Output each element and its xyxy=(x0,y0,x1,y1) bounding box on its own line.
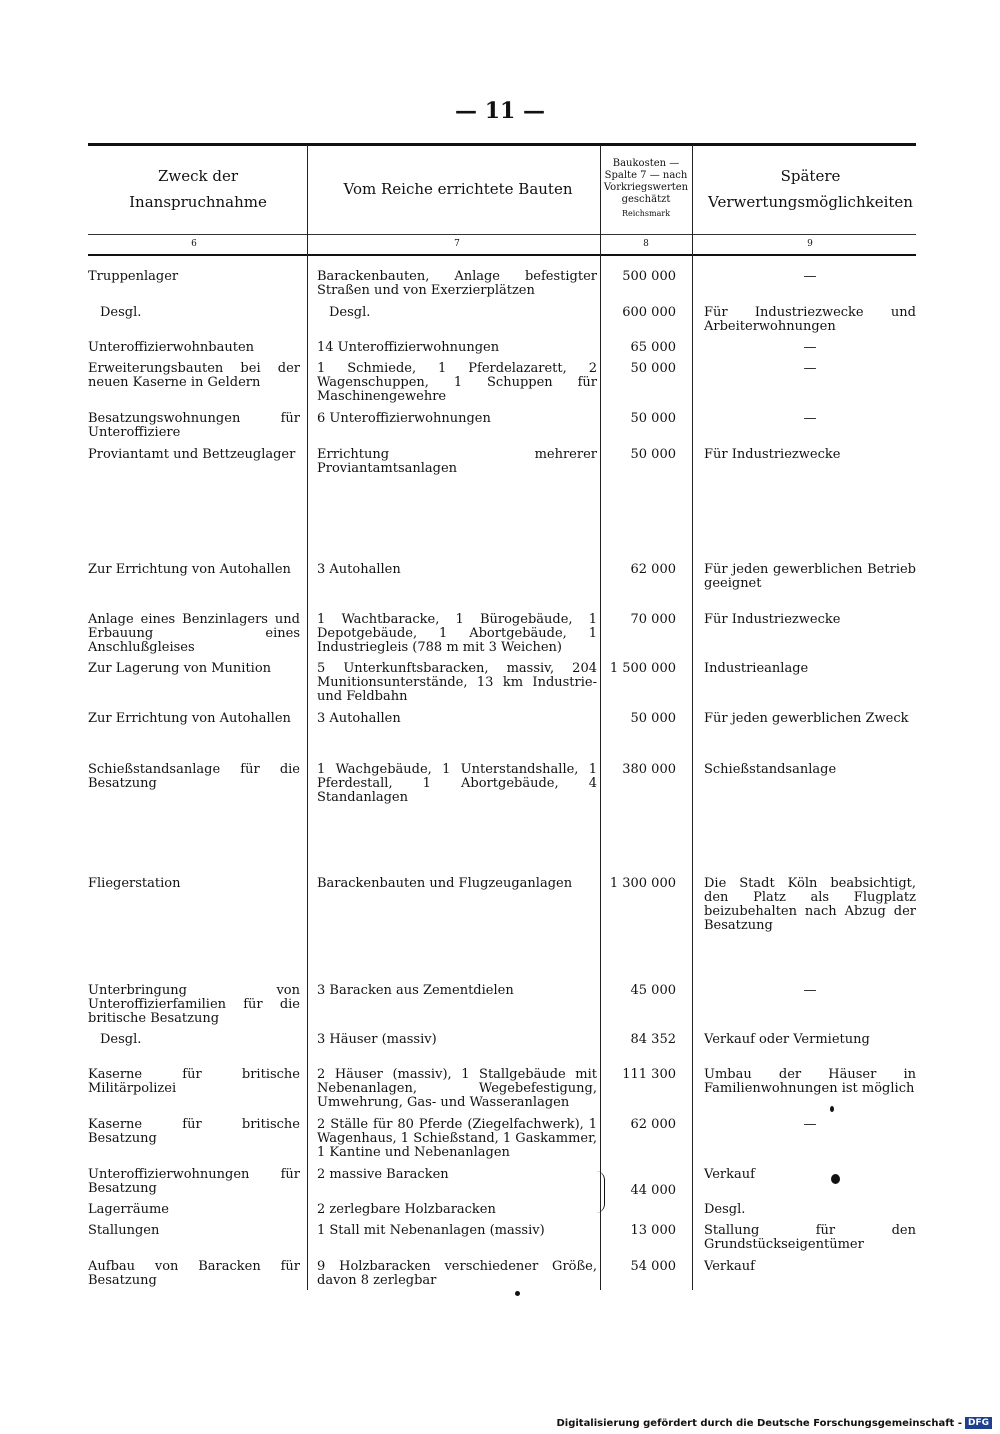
row-zweck: Desgl. xyxy=(100,1032,142,1047)
row-zweck: Aufbau von Baracken für Besatzung xyxy=(88,1259,300,1288)
row-verwertung: Für Industriezwecke xyxy=(704,447,841,462)
header-zweck: Zweck der Inanspruchnahme xyxy=(129,167,267,211)
row-bauten: 2 Ställe für 80 Pferde (Ziegelfachwerk), 1 Wagenhaus, 1 Schießstand, 1 Gaskammer, 1 Kantine und Nebenanlagen xyxy=(317,1117,598,1160)
row-bauten: Barackenbauten und Flugzeuganlagen xyxy=(317,876,573,891)
row-bauten: 3 Autohallen xyxy=(317,562,401,577)
row-kosten: 1 300 000 xyxy=(609,876,676,891)
row-zweck: Kaserne für britische Besatzung xyxy=(88,1117,300,1146)
row-verwertung: Desgl. xyxy=(704,1202,746,1217)
ink-speck xyxy=(830,1106,834,1112)
row-verwertung: — xyxy=(803,983,817,998)
row-zweck: Fliegerstation xyxy=(88,876,181,891)
header-kosten xyxy=(602,147,690,231)
row-zweck: Schießstandsanlage für die Besatzung xyxy=(88,762,300,791)
row-verwertung: Umbau der Häuser in Familienwohnungen ist möglich xyxy=(704,1067,916,1096)
row-kosten: 45 000 xyxy=(630,983,676,998)
footer-credit xyxy=(556,1417,992,1429)
row-bauten: 2 zerlegbare Holzbaracken xyxy=(317,1202,496,1217)
row-kosten: 50 000 xyxy=(630,711,676,726)
row-bauten: 6 Unteroffizierwohnungen xyxy=(317,411,491,426)
column-number-rule xyxy=(88,254,916,256)
row-kosten: 50 000 xyxy=(630,447,676,462)
row-verwertung: Für jeden gewerblichen Zweck xyxy=(704,711,909,726)
row-zweck: Zur Errichtung von Autohallen xyxy=(88,711,291,726)
column-divider xyxy=(307,145,308,1290)
row-verwertung: Stallung für den Grundstückseigentümer xyxy=(704,1223,916,1252)
row-bauten: 2 Häuser (massiv), 1 Stallgebäude mit Nebenanlagen, Wegebefestigung, Umwehrung, Gas- und Wasseranlagen xyxy=(317,1067,597,1110)
row-verwertung: Verkauf oder Vermietung xyxy=(704,1032,870,1047)
row-bauten: Errichtung mehrerer Proviantamtsanlagen xyxy=(317,447,597,476)
row-kosten: 44 000 xyxy=(630,1183,676,1198)
row-verwertung: — xyxy=(803,269,817,284)
row-bauten: Desgl. xyxy=(329,305,371,320)
header-verwertung: Spätere Verwertungsmöglichkeiten xyxy=(708,167,913,211)
row-kosten: 54 000 xyxy=(630,1259,676,1274)
row-bauten: 1 Stall mit Nebenanlagen (massiv) xyxy=(317,1223,545,1238)
row-bauten: 1 Wachgebäude, 1 Unterstandshalle, 1 Pferdestall, 1 Abortgebäude, 4 Standanlagen xyxy=(317,762,597,805)
row-zweck: Desgl. xyxy=(100,305,142,320)
row-verwertung: Verkauf xyxy=(704,1259,755,1274)
row-verwertung: Für Industriezwecke und Arbeiterwohnungen xyxy=(704,305,916,334)
row-zweck: Lagerräume xyxy=(88,1202,169,1217)
row-verwertung: Die Stadt Köln beabsichtigt, den Platz als Flugplatz beizubehalten nach Abzug der Besatzung xyxy=(704,876,916,933)
footer-text: Digitalisierung gefördert durch die Deutsche Forschungsgemeinschaft - xyxy=(556,1417,962,1429)
row-kosten: 1 500 000 xyxy=(609,661,676,676)
row-kosten: 65 000 xyxy=(630,340,676,355)
column-number: 7 xyxy=(454,239,460,249)
row-zweck: Anlage eines Benzinlagers und Erbauung eines Anschlußgleises xyxy=(88,612,300,655)
row-bauten: 2 massive Baracken xyxy=(317,1167,449,1182)
dfg-logo: DFG xyxy=(965,1417,992,1429)
row-kosten: 50 000 xyxy=(630,361,676,376)
row-kosten: 84 352 xyxy=(630,1032,676,1047)
row-zweck: Unteroffizierwohnungen für Besatzung xyxy=(88,1167,300,1196)
ink-speck xyxy=(831,1174,840,1184)
row-kosten: 600 000 xyxy=(622,305,676,320)
row-verwertung: Für jeden gewerblichen Betrieb geeignet xyxy=(704,562,916,591)
row-zweck: Zur Lagerung von Munition xyxy=(88,661,272,676)
row-kosten: 13 000 xyxy=(630,1223,676,1238)
row-bauten: Barackenbauten, Anlage befestigter Straßen und von Exerzierplätzen xyxy=(317,269,597,298)
header-kosten-label: Baukosten — Spalte 7 — nach Vorkriegswerten geschätzt xyxy=(603,158,689,205)
row-kosten: 62 000 xyxy=(630,1117,676,1132)
row-kosten: 50 000 xyxy=(630,411,676,426)
row-zweck: Truppenlager xyxy=(88,269,179,284)
top-rule xyxy=(88,143,916,146)
row-verwertung: Für Industriezwecke xyxy=(704,612,841,627)
column-number: 8 xyxy=(643,239,649,249)
column-divider xyxy=(692,145,693,1290)
column-number: 6 xyxy=(191,239,197,249)
row-zweck: Unteroffizierwohnbauten xyxy=(88,340,255,355)
page-number: — 11 — xyxy=(455,98,545,124)
row-bauten: 3 Häuser (massiv) xyxy=(317,1032,437,1047)
header-kosten-unit: Reichsmark xyxy=(621,209,671,218)
ink-speck xyxy=(515,1291,520,1296)
row-bauten: 3 Autohallen xyxy=(317,711,401,726)
row-bauten: 3 Baracken aus Zementdielen xyxy=(317,983,514,998)
row-zweck: Stallungen xyxy=(88,1223,160,1238)
header-bauten: Vom Reiche errichtete Bauten xyxy=(343,180,573,198)
row-kosten: 380 000 xyxy=(622,762,676,777)
row-verwertung: — xyxy=(803,411,817,426)
brace-bracket xyxy=(596,1171,605,1213)
row-verwertung: Industrieanlage xyxy=(704,661,809,676)
row-zweck: Unterbringung von Unteroffizierfamilien für die britische Besatzung xyxy=(88,983,300,1026)
row-bauten: 14 Unteroffizierwohnungen xyxy=(317,340,500,355)
row-bauten: 9 Holzbaracken verschiedener Größe, davon 8 zerlegbar xyxy=(317,1259,597,1288)
row-zweck: Zur Errichtung von Autohallen xyxy=(88,562,291,577)
row-zweck: Kaserne für britische Militärpolizei xyxy=(88,1067,300,1096)
row-verwertung: Verkauf xyxy=(704,1167,755,1182)
row-bauten: 5 Unterkunftsbaracken, massiv, 204 Munitionsunterstände, 13 km Industrie- und Feldbahn xyxy=(317,661,597,704)
row-bauten: 1 Wachtbaracke, 1 Bürogebäude, 1 Depotgebäude, 1 Abortgebäude, 1 Industriegleis (788 m mit 3 Weichen) xyxy=(317,612,597,655)
row-verwertung: — xyxy=(803,340,817,355)
row-kosten: 62 000 xyxy=(630,562,676,577)
header-rule xyxy=(88,234,916,235)
row-bauten: 1 Schmiede, 1 Pferdelazarett, 2 Wagenschuppen, 1 Schuppen für Maschinengewehre xyxy=(317,361,597,404)
column-divider xyxy=(600,145,601,1290)
row-kosten: 111 300 xyxy=(622,1067,676,1082)
row-zweck: Proviantamt und Bettzeuglager xyxy=(88,447,296,462)
column-number: 9 xyxy=(807,239,813,249)
row-verwertung: — xyxy=(803,1117,817,1132)
row-kosten: 70 000 xyxy=(630,612,676,627)
row-verwertung: Schießstandsanlage xyxy=(704,762,837,777)
row-zweck: Erweiterungsbauten bei der neuen Kaserne in Geldern xyxy=(88,361,300,390)
row-kosten: 500 000 xyxy=(622,269,676,284)
row-zweck: Besatzungswohnungen für Unteroffiziere xyxy=(88,411,300,440)
row-verwertung: — xyxy=(803,361,817,376)
